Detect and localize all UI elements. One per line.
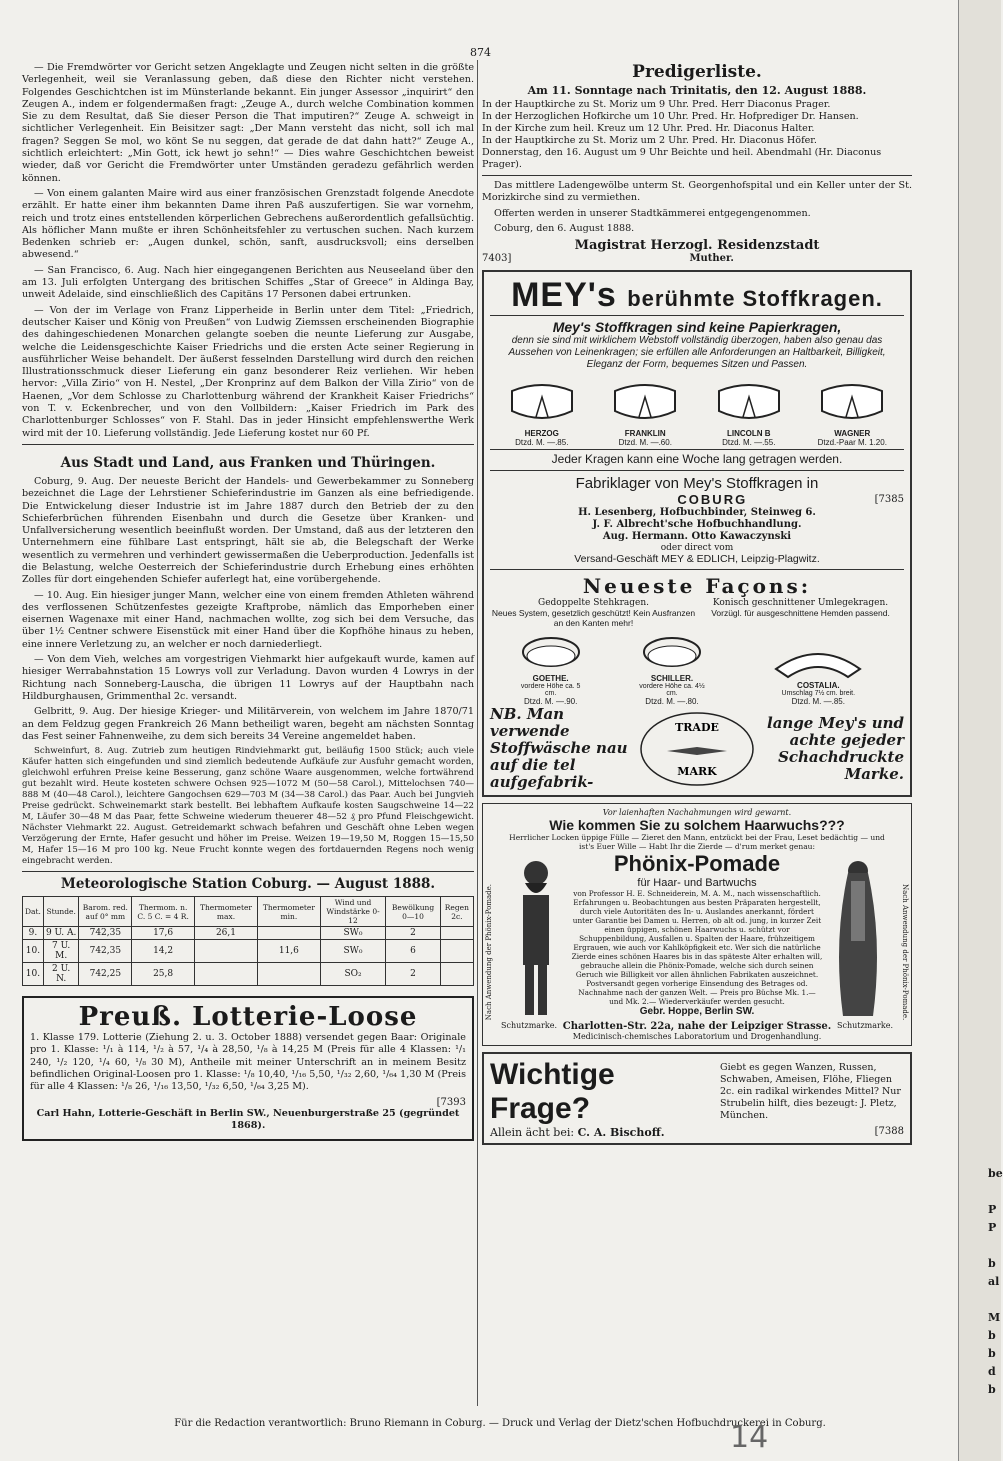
meteo-cell: SW₀	[320, 927, 386, 940]
collar-price: Dtzd. M. —.55.	[722, 438, 776, 448]
left-column	[22, 62, 474, 1408]
dealer-line: H. Lesenberg, Hofbuchbinder, Steinweg 6.	[578, 507, 816, 519]
nb-left-text: NB. Man verwende Stoffwäsche nau auf die tel aufgefabrik-	[490, 705, 628, 792]
mark-text: MARK	[677, 764, 717, 778]
article-fremdwoerter: — Die Fremdwörter vor Gericht setzen Angeklagte und Zeugen nicht selten in die größte Verlegenheit, weil sie Veranlassung geben, daß diese den Richter nicht verstehen. Folgendes Geschichtchen ist im Münsterlande bekannt. Ein junger Assessor „inquirirt“ den Zeugen A., indem er folgendermaßen fragt: „Zeuge A., durch welche Combination kommen Sie zu dem Resultat, daß Sie dieser Person die That imputiren?“ Zeuge A. schweigt in sichtlicher Verlegenheit. Ein Beisitzer sagt: „Der Mann versteht das nicht, soll ich mal fragen? Seggen Se mol, wo könt Se nu seggen, dat gerade de dat dahn hatt?“ Zeuge A., sichtlich erleichtert: „Min Gott, ick hewt jo sehn!“ — Dies wahre Geschichtchen beweist wieder, daß vor Gericht die Fremdwörter unter Umständen geradezu gefährlich werden können.	[22, 62, 474, 184]
article-coburg: Coburg, 9. Aug. Der neueste Bericht der Handels- und Gewerbekammer zu Sonneberg bezeichnet die Lage der Lehrstiener Schieferindustrie im Ganzen als eine befriedigende. Die Entwickelung dieser Industrie ist im Jahre 1887 durch den Betrieb der zu den Schieferbrüchen führenden Eisenbahn und durch die Gesetze über Kranken- und Unfallversicherung wesentlich beeinflußt worden. Der Umstand, daß aus der letzteren den Unternehmern eine fühlbare Last entspringt, hält sie ab, die Belegschaft der Werke wesentlich zu vermehren und verhindert gewissermaßen die Ueberproduction. Jedenfalls ist die Belastung, welche Oesterreich der Schieferindustrie durch Erhebung eines erhöhten Zolles für dort eingehenden Schiefer auferlegt hat, eine vorübergehende.	[22, 475, 474, 586]
divider	[490, 470, 904, 471]
goethe-collar-icon	[519, 632, 583, 674]
schiller-collar	[637, 632, 707, 706]
lotterie-firm: Carl Hahn, Lotterie-Geschäft in Berlin SW., Neuenburgerstraße 25 (gegründet 1868).	[36, 1107, 460, 1131]
nb-right-text: lange Mey's und achte gejeder Schachdruckte Marke.	[767, 713, 904, 783]
man-illustration-icon	[501, 851, 571, 1021]
meteo-header-cell: Bewölkung 0—10	[386, 897, 440, 927]
dealer-list	[490, 507, 904, 543]
collar-icon	[713, 377, 785, 429]
phoenix-intro: Herrlicher Locken üppige Fülle — Zieret den Mann, entzückt bei der Frau, Leset bedächtig — und ist's Euer Wille — Habt Ihr die Zierde — d'rum merket genau:	[509, 833, 885, 852]
coburg-row	[490, 492, 904, 507]
trade-text: TRADE	[675, 720, 719, 734]
collar-icon	[609, 377, 681, 429]
section-title: Aus Stadt und Land, aus Franken und Thüringen.	[60, 454, 436, 471]
article-vieh: — Von dem Vieh, welches am vorgestrigen Viehmarkt hier aufgekauft wurde, kamen auf hiesiger Werrabahnstation 15 Lowrys voll zur Verladung. Davon wurden 4 Lowrys in der Richtung nach Sonneberg-Lauscha, die übrigen 11 Lowrys auf der Hauptbahn nach Hildburghausen, Grimmenthal 2c. versandt.	[22, 654, 474, 702]
ladengewoelbe-text: Das mittlere Ladengewölbe unterm St. Georgenhofspital und ein Keller unter der St. Morizkirche sind zu vermiethen.	[482, 180, 912, 204]
predigerliste-line: In der Kirche zum heil. Kreuz um 12 Uhr. Pred. Hr. Diaconus Halter.	[482, 123, 815, 134]
meteo-cell: SW₀	[320, 940, 386, 963]
hoppe: Gebr. Hoppe, Berlin SW.	[639, 1006, 755, 1018]
collar-name: WAGNER	[834, 429, 871, 439]
divider	[482, 175, 912, 176]
wichtige-title: Wichtige Frage?	[490, 1058, 615, 1126]
phoenix-side-right: Nach Anwendung der Phönix-Pomade.	[901, 884, 909, 1021]
phoenix-footer-row	[501, 1021, 893, 1032]
goethe-collar	[516, 632, 586, 706]
meteo-cell: 7 U. M.	[43, 940, 79, 963]
lotterie-title: Preuß. Lotterie-Loose	[78, 1002, 418, 1033]
trade-mark-icon	[637, 709, 757, 789]
meteo-cell	[440, 963, 473, 986]
costalia-price: Dtzd. M. —.85.	[791, 697, 845, 707]
offerten-text: Offerten werden in unserer Stadtkämmerei entgegengenommen.	[494, 207, 811, 219]
predigerliste-line: In der Hauptkirche zu St. Moriz um 2 Uhr. Pred. Hr. Diaconus Höfer.	[482, 135, 817, 146]
meteo-title: Meteorologische Station Coburg. — August 1888.	[60, 876, 436, 893]
meteo-header-cell: Stunde.	[43, 897, 79, 927]
phoenix-side-left: Nach Anwendung der Phönix-Pomade.	[485, 884, 493, 1021]
collar-icon	[816, 377, 888, 429]
dealer-line: Aug. Hermann. Otto Kawaczynski	[602, 531, 792, 543]
facon-images	[490, 632, 904, 706]
mey-subtitle: Mey's Stoffkragen sind keine Papierkragen,	[552, 319, 842, 336]
collar-price: Dtzd. M. —.60.	[618, 438, 672, 448]
meteo-cell: SO₂	[320, 963, 386, 986]
meteo-cell: 6	[386, 940, 440, 963]
phoenix-content	[501, 851, 893, 1021]
meteo-cell	[440, 927, 473, 940]
meteo-cell: 9 U. A.	[43, 927, 79, 940]
collar-icon	[506, 377, 578, 429]
meteo-row	[23, 963, 474, 986]
neues-system: Neues System, gesetzlich geschützt! Kein Ausfranzen an den Kanten mehr!	[491, 608, 696, 629]
page-number: 874	[470, 46, 491, 59]
allein-label: Allein ächt bei:	[490, 1126, 575, 1140]
medicinisch: Medicinisch-chemisches Laboratorium und Drogenhandlung.	[572, 1032, 822, 1042]
signature-row	[482, 253, 912, 264]
meteo-cell	[258, 927, 321, 940]
goethe-height: vordere Höhe ca. 5 cm.	[520, 683, 581, 698]
schutzmarke-right: Schutzmarke.	[836, 1021, 893, 1031]
mey-body: denn sie sind mit wirklichem Webstoff vollständig überzogen, haben also genau das Aussehen von Leinenkragen; sie erfüllen alle Anforderungen an Haltbarkeit, Billigkeit, Eleganz der Form, bequemes Sitzen und Passen.	[508, 335, 886, 371]
lotterie-number: [7393	[436, 1096, 466, 1108]
versand: Versand-Geschäft MEY & EDLICH, Leipzig-Plagwitz.	[574, 553, 820, 566]
schiller-price: Dtzd. M. —.80.	[645, 697, 699, 707]
vorzueglich: Vorzügl. für ausgeschnittene Hemden passend.	[711, 608, 890, 619]
ad-number: [7388	[874, 1126, 904, 1138]
article-lipperheide: — Von der im Verlage von Franz Lipperheide in Berlin unter dem Titel: „Friedrich, deutscher Kaiser und König von Preußen“ von Ludwig Ziemssen erscheinenden Biographie des dahingeschiedenen Monarchen gelangte soeben die neunte Lieferung zur Ausgabe, welche die Leidensgeschichte Kaiser Friedrichs und die ersten Acte seiner Regierung in ausführlicher Weise behandelt. Der äußerst fesselnden Darstellung wird durch den reichen Illustrationsschmuck dieser Lieferung ein ganz besonderer Reiz verliehen. Wir heben hervor: „Villa Zirio“ von H. Nestel, „Der Kronprinz auf dem Balkon der Villa Zirio“ von de Haenen, „Vor dem Schlosse zu Charlottenburg während der Krankheit Kaiser Friedrichs“ von T. v. Eckenbrecher, und von den Vollbildern: „Kaiser Friedrich im Park des Charlottenburger Schlosses“ von F. Stahl. Das in jeder Hinsicht empfehlenswerthe Werk wird mit der 10. Lieferung vollständig. Jede Lieferung kostet nur 60 Pf.	[22, 304, 474, 439]
divider	[490, 569, 904, 570]
wichtige-body: Giebt es gegen Wanzen, Russen, Schwaben, Ameisen, Flöhe, Fliegen 2c. ein radikal wirkendes Mittel? Nur Strubelin hilft, dies bezeugt: J. Pletz, München.	[720, 1062, 901, 1122]
meteo-cell: 10.	[23, 963, 44, 986]
lotterie-ad	[22, 996, 474, 1141]
article-athlet: — 10. Aug. Ein hiesiger junger Mann, welcher eine von einem fremden Athleten während des verflossenen Schützenfestes gezeigte Kraftprobe, nämlich das Emporheben einer eisernen Wagenaxe mit einer Hand, nachmachen wollte, zog sich bei dem Versuche, das über 1½ Centner schwere Eisenstück mit einer Hand über die Kopfhöhe hinaus zu heben, eine innere Verletzung zu, an welcher er noch darniederliegt.	[22, 589, 474, 650]
meteo-cell: 742,35	[79, 940, 132, 963]
meteo-cell: 742,35	[79, 927, 132, 940]
column-divider	[477, 60, 478, 1406]
article-gelbritt: Gelbritt, 9. Aug. Der hiesige Krieger- und Militärverein, von welchem im Jahre 1870/71 an dem Feldzug gegen Frankreich 26 Mann betheiligt waren, begeht am nächsten Sonntag das Fest seiner Fahnenweihe, zu dem sich bereits 34 Vereine angemeldet haben.	[22, 706, 474, 742]
ad-number: [7385	[874, 494, 904, 506]
handwritten-number: 14	[730, 1420, 769, 1455]
collar-item	[502, 377, 582, 447]
meteo-cell	[258, 963, 321, 986]
phoenix-ad	[482, 803, 912, 1046]
meteo-cell: 2 U. N.	[43, 963, 79, 986]
costalia-collar-icon	[768, 639, 868, 681]
collar-name: HERZOG	[524, 429, 559, 439]
meteo-cell: 11,6	[258, 940, 321, 963]
footer-line: Für die Redaction verantwortlich: Bruno Riemann in Coburg. — Druck und Verlag der Dietz'schen Hofbuchdruckerei in Coburg.	[174, 1418, 826, 1429]
meteo-header-cell: Wind und Windstärke 0-12	[320, 897, 386, 927]
goethe-name: GOETHE.	[532, 674, 569, 684]
mey-title-main: MEY's	[511, 276, 617, 315]
bischoff-row	[490, 1126, 904, 1139]
meteo-table	[22, 896, 474, 986]
predigerliste-line: Donnerstag, den 16. August um 9 Uhr Beichte und heil. Abendmahl (Hr. Diaconus Prager).	[482, 147, 882, 170]
jeder-kragen: Jeder Kragen kann eine Woche lang getragen werden.	[490, 449, 904, 466]
phoenix-subtitle: für Haar- und Bartwuchs	[637, 877, 757, 890]
fabriklager: Fabriklager von Mey's Stoffkragen in	[575, 475, 819, 493]
adjacent-page-letters: be P P b al M b b d b	[988, 1167, 1003, 1396]
mey-title-sub: berühmte Stoffkragen.	[627, 286, 883, 312]
schiller-height: vordere Höhe ca. 4½ cm.	[639, 683, 705, 698]
oder-direct: oder direct vom	[660, 543, 734, 554]
meteo-header-cell: Regen 2c.	[440, 897, 473, 927]
divider	[22, 871, 474, 872]
neueste-facons: Neueste Façons:	[582, 574, 812, 599]
dealer-line: J. F. Albrecht'sche Hofbuchhandlung.	[592, 519, 802, 531]
bischoff-name: C. A. Bischoff.	[577, 1126, 665, 1140]
meteo-cell: 17,6	[132, 927, 195, 940]
meteo-header-cell: Dat.	[23, 897, 44, 927]
wichtige-frage-ad	[482, 1052, 912, 1145]
charlotten-address: Charlotten-Str. 22a, nahe der Leipziger Strasse.	[562, 1021, 832, 1033]
costalia-name: COSTALIA.	[797, 681, 840, 691]
predigerliste-lines	[482, 99, 912, 171]
meteo-header-cell: Thermometer max.	[194, 897, 257, 927]
meteo-cell: 25,8	[132, 963, 195, 986]
costalia-width: Umschlag 7½ cm. breit.	[781, 690, 856, 698]
konisch: Konisch geschnittener Umlegekragen.	[712, 598, 889, 609]
phoenix-title: Phönix-Pomade	[613, 851, 781, 877]
muther-signature: Muther.	[689, 253, 734, 265]
article-maire: — Von einem galanten Maire wird aus einer französischen Grenzstadt folgende Anecdote erzählt. Er hatte einer ihm bekannten Dame ihren Paß auszufertigen. Sie war vornehm, reich und trotz eines entstellenden körperlichen Gebrechens außerordentlich gefallsüchtig. Als höflicher Mann mußte er ihren Schönheitsfehler zu vertuschen suchen. Nach kurzem Bedenken schrieb er: „Augen dunkel, schön, sanft, ausdrucksvoll; eins derselben abwesend.“	[22, 187, 474, 261]
meteo-cell: 2	[386, 963, 440, 986]
schiller-collar-icon	[640, 632, 704, 674]
article-schweinfurt: Schweinfurt, 8. Aug. Zutrieb zum heutigen Rindviehmarkt gut, beiläufig 1500 Stück; auch viele Käufer hatten sich eingefunden und sind ziemlich bedeutende Aufkäufe zur Ausfuhr gemacht worden, gleichwohl erfuhren Preise keine Besserung, ganz schöne Waare ausgenommen, welche fortwährend gut bezahlt wird. Heute kosteten schwere Ochsen 925—1072 M (50—58 Carol.), Mittelochsen 740—888 M (40—48 Carol.), leichtere Gangochsen 629—703 M (34—38 Carol.) das Paar. Auch bei Jungvieh Preise gedrückt. Schweinemarkt stark bestellt. Bei lebhaftem Aufkaufe kosten Saugschweine 14—22 M, Läufer 30—48 M das Paar, fette Schweine wiederum theuerer 48—52 ₰ pro Pfund Fleischgewicht. Nächster Viehmarkt 22. August. Getreidemarkt schwach befahren und Geschäft ohne Leben wegen Verzögerung der Ernte, Hafer gesucht und höher im Preise. Weizen 19—19,50 M, Roggen 15—15,50 M, Hafer 15—16 M pro 100 kg. Neue Frucht konnte wegen des fortdauernden Regens noch wenig eingebracht werden.	[22, 746, 474, 867]
phoenix-warning: Vor laienhaften Nachahmungen wird gewarnt.	[602, 808, 792, 818]
meteo-row	[23, 927, 474, 940]
gedoppelte: Gedoppelte Stehkragen.	[538, 598, 649, 609]
lotterie-text: 1. Klasse 179. Lotterie (Ziehung 2. u. 3. October 1888) versendet gegen Baar: Originale pro 1. Klasse: ¹/₁ à 114, ¹/₂ à 57, ¹/₄ à 28,50, ¹/₈ à 14,25 M (Preis für alle 4 Klassen: ¹/₁ 240, ¹/₂ 120, ¹/₄ 60, ¹/₈ 30 M), Antheile mit meiner Unterschrift an in meinem Besitz befindlichen Original-Loosen pro 1. Klasse: ¹/₈ 10,40, ¹/₁₆ 5,50, ¹/₃₂ 2,60, ¹/₆₄ 1,30 M (Preis für alle 4 Klassen: ¹/₈ 26, ¹/₁₆ 13,50, ¹/₃₂ 6,50, ¹/₆₄ 3,25 M).	[30, 1032, 466, 1093]
meteo-cell: 10.	[23, 940, 44, 963]
meteo-cell	[194, 940, 257, 963]
meteo-header-cell: Thermom. n. C. 5 C. = 4 R.	[132, 897, 195, 927]
meteo-cell: 26,1	[194, 927, 257, 940]
meteo-header-cell: Thermometer min.	[258, 897, 321, 927]
collar-name: FRANKLIN	[624, 429, 666, 439]
meteo-cell: 9.	[23, 927, 44, 940]
ad-number: 7403]	[482, 253, 512, 265]
meteo-row	[23, 940, 474, 963]
meteo-cell: 2	[386, 927, 440, 940]
mey-title	[490, 276, 904, 316]
phoenix-body: von Professor H. E. Schneiderein, M. A. M., nach wissenschaftlich. Erfahrungen u. Beobachtungen aus besten Präparaten hergestellt, durch viele Autoritäten des In- u. Auslandes anerkannt, fördert unter Garantie bei Damen u. Herren, ob alt od. jung, in kurzer Zeit einen üppigen, schönen Haarwuchs u. schützt vor Schuppenbildung, Ausfallen u. Spalten der Haare, frühzeitigem Ergrauen, wie auch vor Kahlköpfigkeit etc. Wer sich die natürliche Zierde eines schönen Haares bis in das späteste Alter erhalten will, gebrauche allein die Phönix-Pomade, welche sich durch seinen Geruch wie Billigkeit vor allen ähnlichen Fabrikaten auszeichnet. Postversandt gegen vorherige Einsendung des Betrages od. Nachnahme nach der ganzen Welt. — Preis pro Büchse Mk. 1.— und Mk. 2.— Wiederverkäufer werden gesucht.	[571, 889, 823, 1007]
phoenix-question: Wie kommen Sie zu solchem Haarwuchs???	[549, 817, 845, 834]
facons-row	[490, 598, 904, 628]
wichtige-row	[490, 1058, 904, 1126]
article-san-francisco: — San Francisco, 6. Aug. Nach hier eingegangenen Berichten aus Neuseeland über den am 13. Juli erfolgten Untergang des britischen Schiffes „Star of Greece“ in Aldinga Bay, unweit Adelaide, sind einschließlich des Capitäns 17 Personen dabei ertrunken.	[22, 264, 474, 301]
trade-mark-row	[490, 706, 904, 791]
costalia-collar	[758, 639, 878, 706]
meteo-cell: 14,2	[132, 940, 195, 963]
collar-item	[605, 377, 685, 447]
collar-price: Dtzd.-Paar M. 1.20.	[817, 438, 887, 448]
date-line: Coburg, den 6. August 1888.	[494, 222, 635, 234]
meteo-header-cell: Barom. red. auf 0° mm	[79, 897, 132, 927]
predigerliste-subtitle: Am 11. Sonntage nach Trinitatis, den 12. August 1888.	[527, 84, 867, 97]
divider	[22, 444, 474, 445]
predigerliste-title: Predigerliste.	[632, 62, 762, 82]
meteo-cell: 742,25	[79, 963, 132, 986]
predigerliste-line: In der Hauptkirche zu St. Moriz um 9 Uhr. Pred. Herr Diaconus Prager.	[482, 99, 831, 110]
meteo-cell	[194, 963, 257, 986]
schutzmarke-left: Schutzmarke.	[501, 1021, 557, 1031]
coburg-label: COBURG	[677, 492, 748, 508]
magistrat: Magistrat Herzogl. Residenzstadt	[574, 238, 820, 254]
schiller-name: SCHILLER.	[650, 674, 694, 684]
collar-item	[812, 377, 892, 447]
collar-item	[709, 377, 789, 447]
meteo-cell	[440, 940, 473, 963]
collar-price: Dtzd. M. —.85.	[515, 438, 569, 448]
collar-name: LINCOLN B	[726, 429, 771, 439]
right-column	[482, 62, 912, 1408]
collar-images	[490, 377, 904, 447]
predigerliste-line: In der Herzoglichen Hofkirche um 10 Uhr. Pred. Hr. Hofprediger Dr. Hansen.	[482, 111, 859, 122]
woman-illustration-icon	[823, 851, 893, 1021]
goethe-price: Dtzd. M. —.90.	[523, 697, 578, 707]
mey-ad	[482, 270, 912, 797]
